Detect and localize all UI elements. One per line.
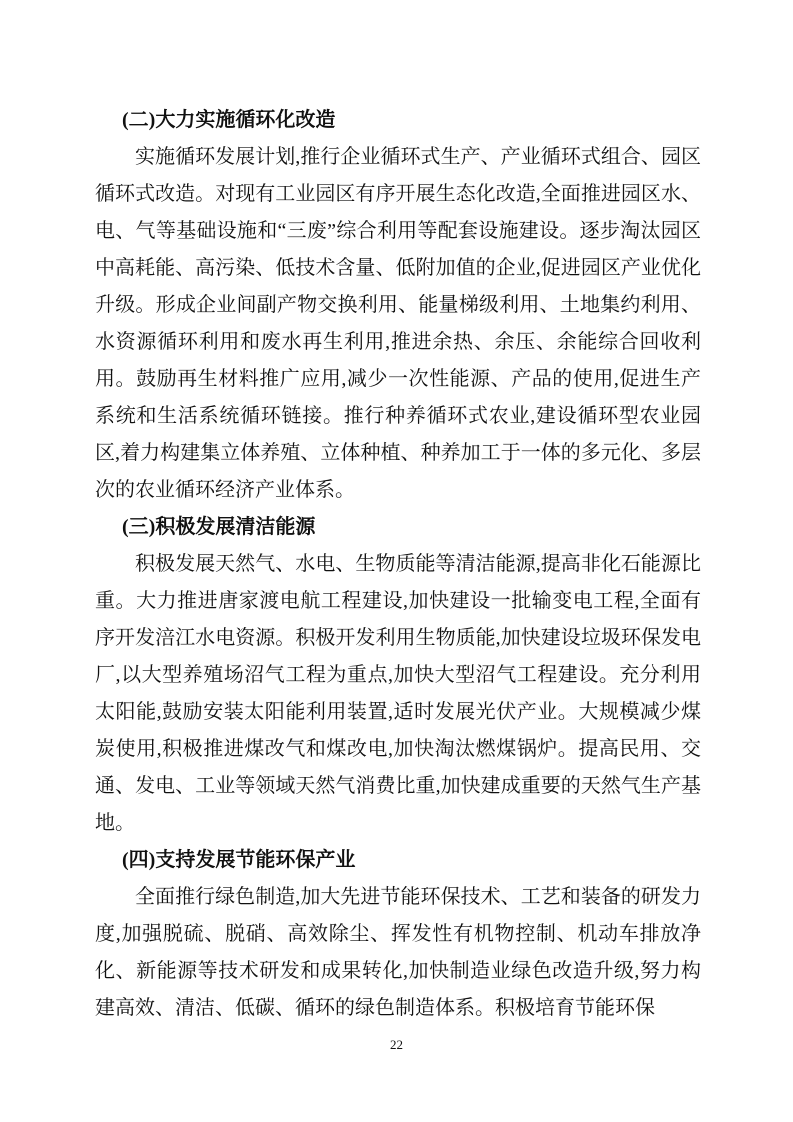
document-body (95, 102, 701, 1027)
section-heading-2: (二)大力实施循环化改造 (122, 109, 336, 131)
section-heading-3: (三)积极发展清洁能源 (122, 516, 316, 538)
section-paragraph-2: 实施循环发展计划,推行企业循环式生产、产业循环式组合、园区循环式改造。对现有工业园区有序开展生态化改造,全面推进园区水、电、气等基础设施和“三废”综合利用等配套设施建设。逐步淘汰园区中高耗能、高污染、低技术含量、低附加值的企业,促进园区产业优化升级。形成企业间副产物交换利用、能量梯级利用、土地集约利用、水资源循环利用和废水再生利用,推进余热、余压、余能综合回收利用。鼓励再生材料推广应用,减少一次性能源、产品的使用,促进生产系统和生活系统循环链接。推行种养循环式农业,建设循环型农业园区,着力构建集立体养殖、立体种植、种养加工于一体的多元化、多层次的农业循环经济产业体系。 (95, 146, 701, 501)
section-paragraph-4: 全面推行绿色制造,加大先进节能环保技术、工艺和装备的研发力度,加强脱硫、脱硝、高效除尘、挥发性有机物控制、机动车排放净化、新能源等技术研发和成果转化,加快制造业绿色改造升级,努力构建高效、清洁、低碳、循环的绿色制造体系。积极培育节能环保 (95, 886, 701, 1019)
section-paragraph-3: 积极发展天然气、水电、生物质能等清洁能源,提高非化石能源比重。大力推进唐家渡电航工程建设,加快建设一批输变电工程,全面有序开发涪江水电资源。积极开发利用生物质能,加快建设垃圾环保发电厂,以大型养殖场沼气工程为重点,加快大型沼气工程建设。充分利用太阳能,鼓励安装太阳能利用装置,适时发展光伏产业。大规模减少煤炭使用,积极推进煤改气和煤改电,加快淘汰燃煤锅炉。提高民用、交通、发电、工业等领域天然气消费比重,加快建成重要的天然气生产基地。 (95, 553, 701, 834)
section-heading-4: (四)支持发展节能环保产业 (122, 849, 356, 871)
page-number: 22 (390, 1037, 403, 1052)
page-footer (0, 1036, 793, 1054)
